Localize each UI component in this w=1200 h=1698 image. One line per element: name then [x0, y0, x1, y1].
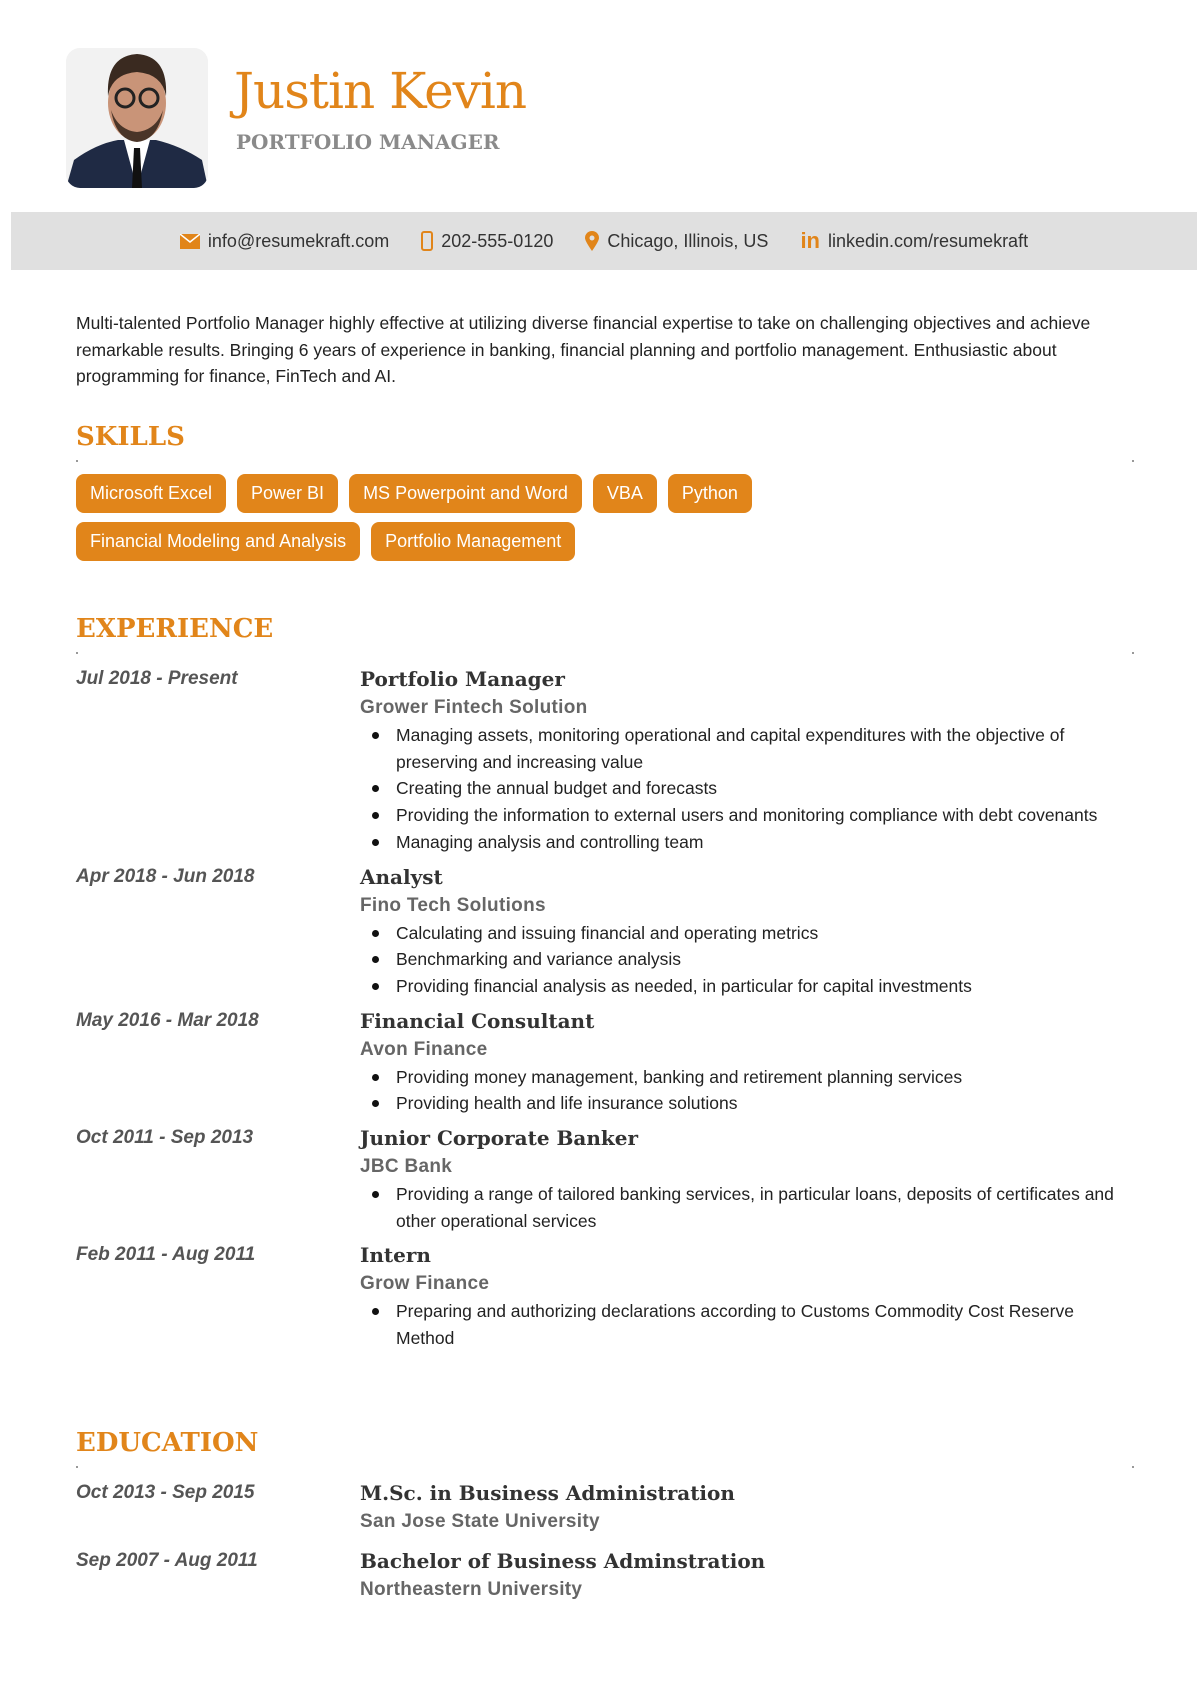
experience-section — [76, 614, 1134, 1358]
skill-tag: Microsoft Excel — [76, 474, 226, 513]
entry-date: Oct 2013 - Sep 2015 — [76, 1482, 255, 1503]
profile-photo — [66, 48, 208, 188]
experience-entry — [76, 1006, 1134, 1117]
entry-date: Apr 2018 - Jun 2018 — [76, 865, 255, 887]
bullet-item: Preparing and authorizing declarations according to Customs Commodity Cost Reserve Method — [360, 1298, 1134, 1351]
job-title: Intern — [360, 1243, 431, 1268]
linkedin-icon: in — [800, 228, 820, 253]
experience-entry — [76, 1123, 1134, 1234]
section-heading: EDUCATION — [76, 1428, 259, 1458]
divider — [76, 1464, 1134, 1470]
experience-entry — [76, 862, 1134, 1000]
bullet-list — [360, 920, 1134, 1000]
entry-date: Sep 2007 - Aug 2011 — [76, 1550, 258, 1571]
divider — [76, 458, 1134, 464]
entry-date: Oct 2011 - Sep 2013 — [76, 1127, 254, 1149]
candidate-name: Justin Kevin — [234, 62, 527, 120]
job-title: Analyst — [360, 864, 443, 889]
bullet-item: Providing financial analysis as needed, in particular for capital investments — [360, 973, 1134, 1000]
education-section — [76, 1428, 1134, 1614]
envelope-icon — [180, 234, 200, 249]
bullet-list — [360, 722, 1134, 856]
skill-tag: Portfolio Management — [371, 522, 575, 561]
skills-section — [76, 422, 1134, 561]
entry-date: Feb 2011 - Aug 2011 — [76, 1244, 256, 1266]
education-entry — [76, 1546, 1134, 1604]
school-name: San Jose State University — [360, 1511, 600, 1532]
linkedin-text: linkedin.com/resumekraft — [828, 230, 1029, 251]
bullet-item: Managing analysis and controlling team — [360, 829, 1134, 856]
bullet-item: Providing money management, banking and retirement planning services — [360, 1064, 1134, 1091]
company-name: Fino Tech Solutions — [360, 894, 546, 916]
company-name: Grow Finance — [360, 1273, 490, 1295]
bullet-item: Creating the annual budget and forecasts — [360, 775, 1134, 802]
contact-linkedin[interactable] — [800, 228, 1028, 254]
bullet-list — [360, 1181, 1134, 1234]
email-text: info@resumekraft.com — [207, 230, 390, 251]
experience-entry — [76, 664, 1134, 856]
bullet-list — [360, 1064, 1134, 1117]
bullet-list — [360, 1298, 1134, 1351]
skills-list — [76, 474, 976, 561]
skill-tag: MS Powerpoint and Word — [349, 474, 582, 513]
company-name: Avon Finance — [360, 1038, 488, 1060]
contact-email[interactable] — [180, 231, 389, 252]
job-title: Junior Corporate Banker — [360, 1126, 639, 1151]
education-entry — [76, 1478, 1134, 1536]
job-title: Portfolio Manager — [360, 667, 565, 691]
bullet-item: Providing health and life insurance solutions — [360, 1090, 1134, 1117]
company-name: Grower Fintech Solution — [360, 697, 588, 718]
skill-tag: VBA — [593, 474, 657, 513]
entry-date: Jul 2018 - Present — [76, 668, 238, 689]
section-heading: SKILLS — [76, 422, 185, 452]
skill-tag: Financial Modeling and Analysis — [76, 522, 360, 561]
section-heading: EXPERIENCE — [76, 614, 274, 644]
school-name: Northeastern University — [360, 1579, 583, 1600]
location-text: Chicago, Illinois, US — [607, 230, 769, 251]
skill-tag: Power BI — [237, 474, 338, 513]
entry-date: May 2016 - Mar 2018 — [76, 1009, 259, 1031]
company-name: JBC Bank — [360, 1156, 453, 1178]
degree: Bachelor of Business Adminstration — [360, 1549, 766, 1573]
location-pin-icon — [585, 231, 599, 251]
job-title: Financial Consultant — [360, 1008, 595, 1033]
contact-phone[interactable] — [421, 231, 553, 252]
bullet-item: Providing a range of tailored banking services, in particular loans, deposits of certificates and other operational services — [360, 1181, 1134, 1234]
bullet-item: Managing assets, monitoring operational and capital expenditures with the objective of preserving and increasing value — [360, 722, 1134, 775]
phone-text: 202-555-0120 — [441, 230, 554, 251]
divider — [76, 650, 1134, 656]
contact-location — [585, 231, 768, 252]
candidate-title: PORTFOLIO MANAGER — [236, 130, 500, 154]
contact-bar — [11, 212, 1197, 270]
summary: Multi-talented Portfolio Manager highly effective at utilizing diverse financial expertise to take on challenging objectives and achieve remarkable results. Bringing 6 years of experience in banking, financial planning and portfolio management. Enthusiastic about programming for finance, FinTech and AI. — [76, 313, 1091, 387]
bullet-item: Benchmarking and variance analysis — [360, 946, 1134, 973]
bullet-item: Calculating and issuing financial and operating metrics — [360, 920, 1134, 947]
phone-icon — [421, 231, 433, 251]
skill-tag: Python — [668, 474, 752, 513]
bullet-item: Providing the information to external users and monitoring compliance with debt covenants — [360, 802, 1134, 829]
experience-entry — [76, 1240, 1134, 1351]
degree: M.Sc. in Business Administration — [360, 1481, 735, 1505]
